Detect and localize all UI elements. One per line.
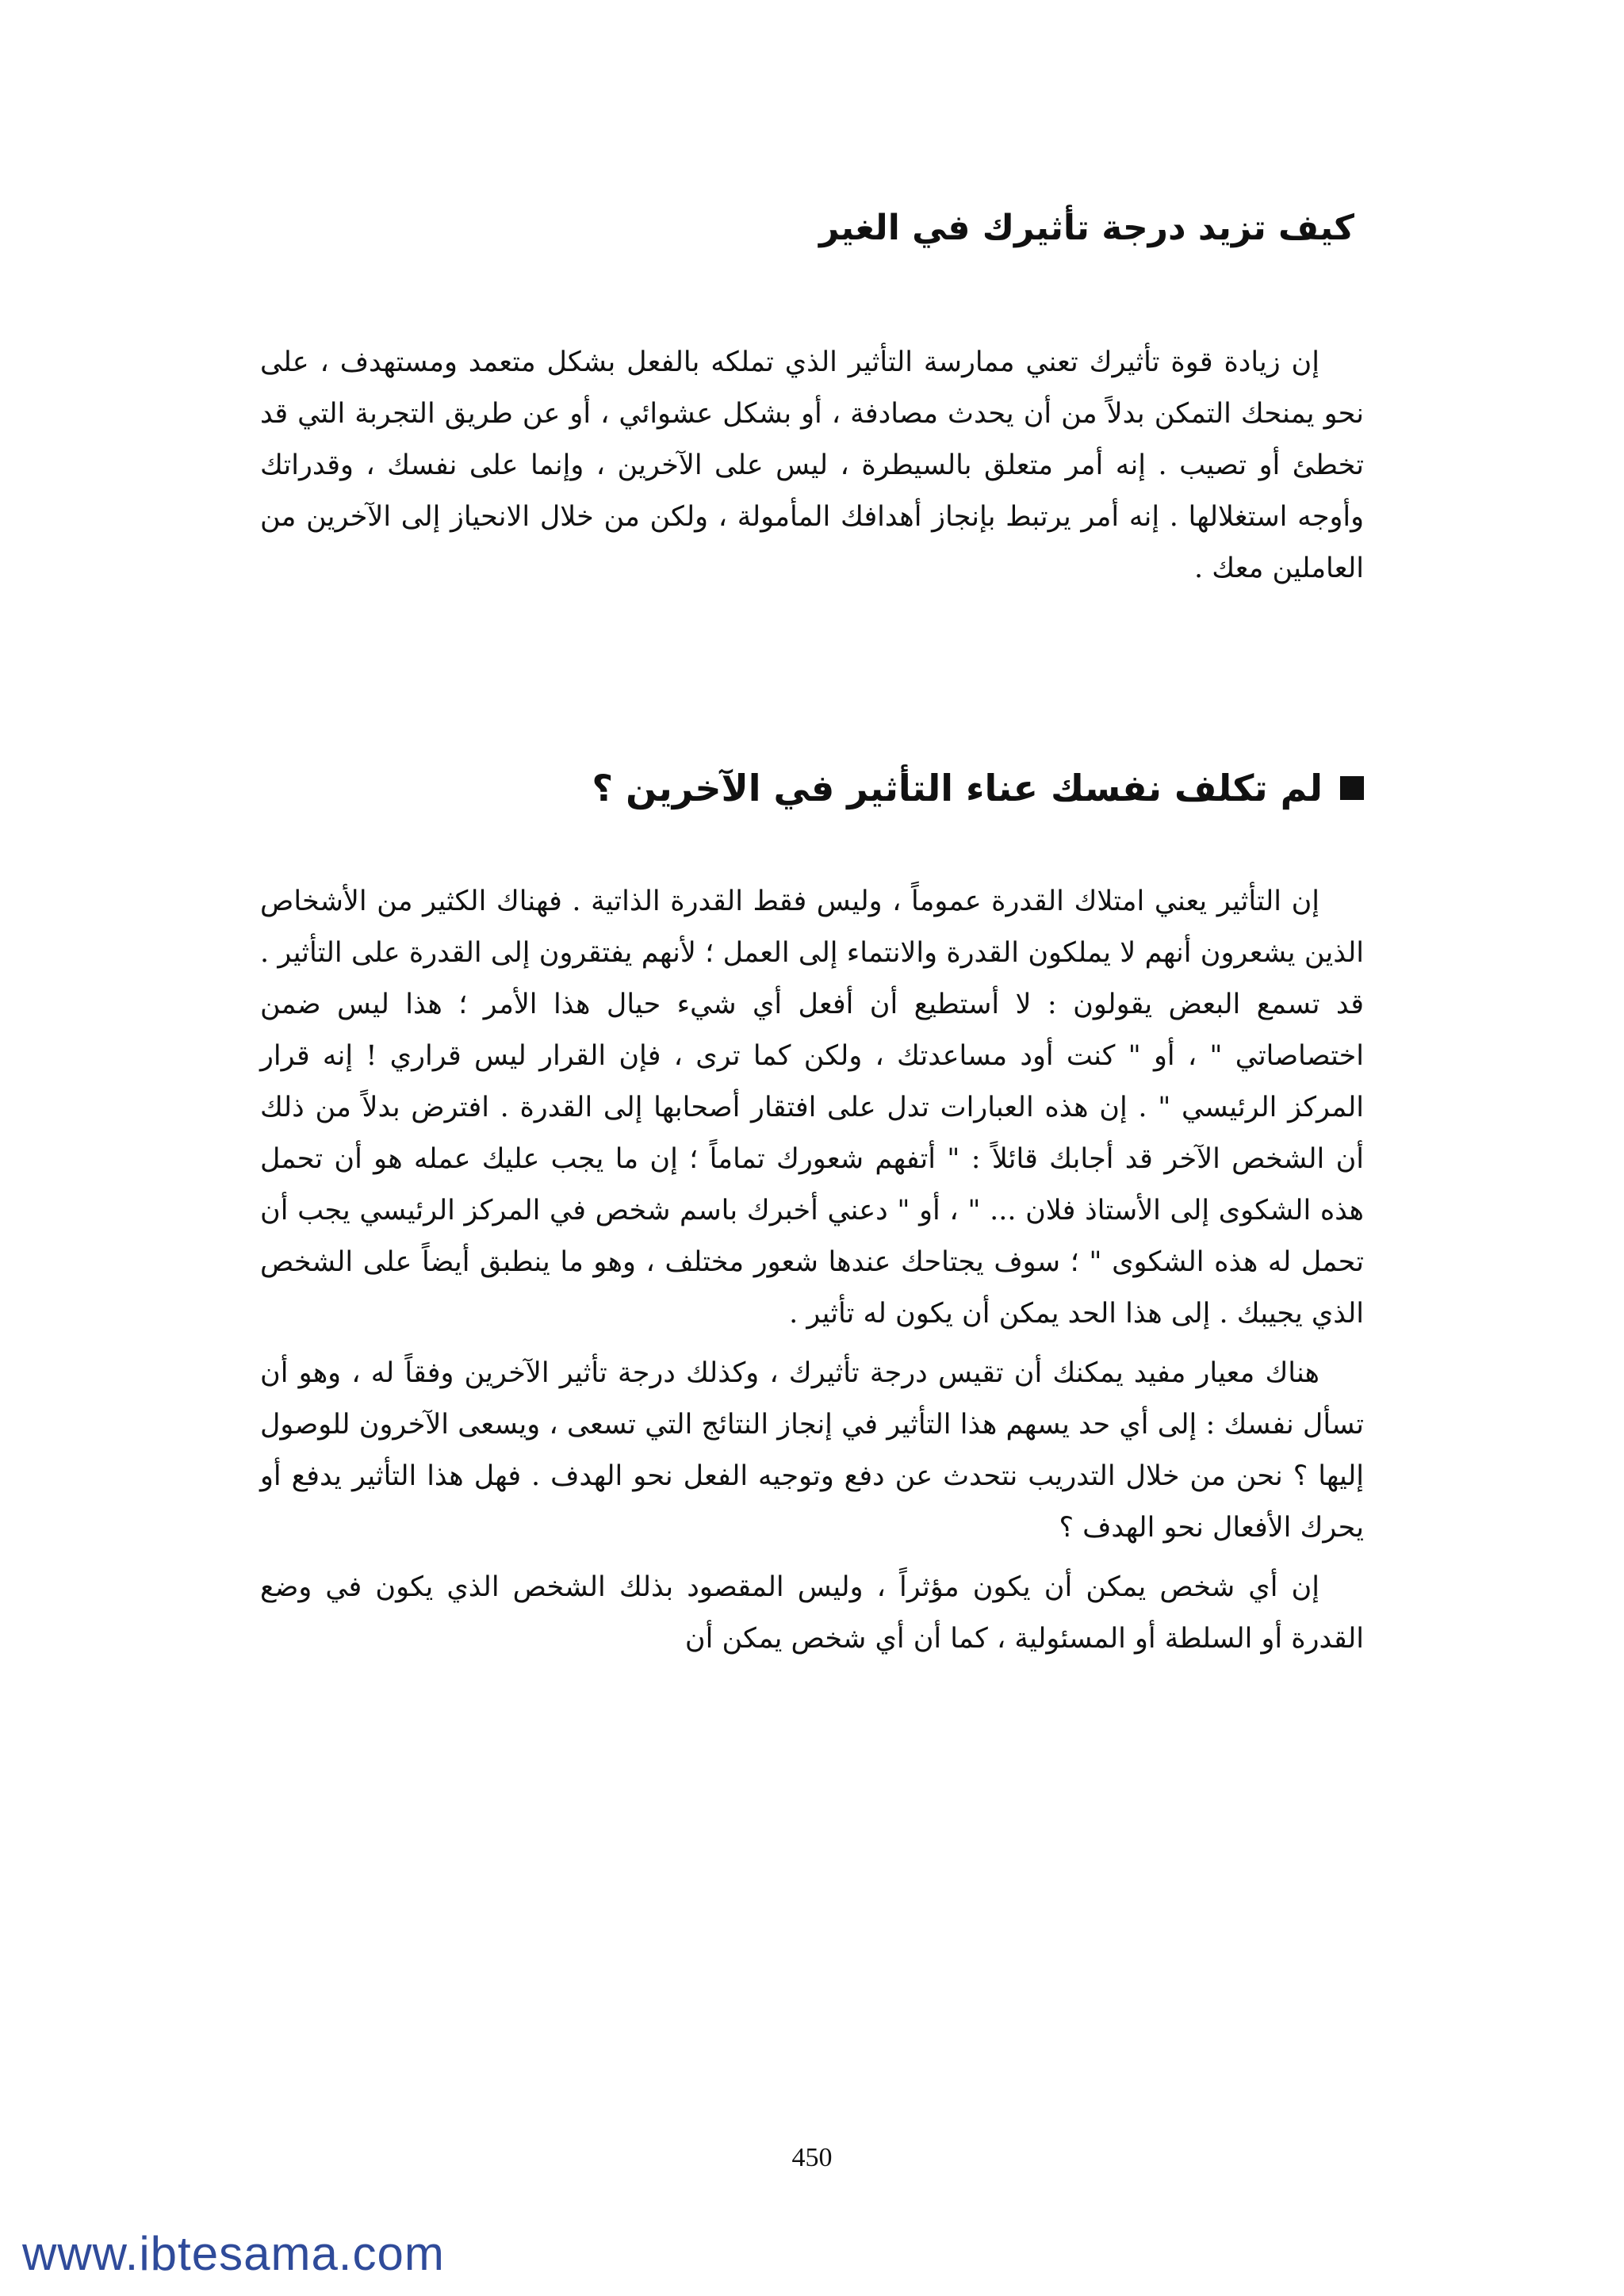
section-body bbox=[260, 876, 1364, 1665]
paragraph: إن زيادة قوة تأثيرك تعني ممارسة التأثير الذي تملكه بالفعل بشكل متعمد ومستهدف ، على نحو يمنحك التمكن بدلاً من أن يحدث مصادفة ، أو بشكل عشوائي ، أو عن طريق التجربة التي قد تخطئ أو تصيب . إنه أمر متعلق بالسيطرة ، ليس على الآخرين ، وإنما على نفسك ، وقدراتك وأوجه استغلالها . إنه أمر يرتبط بإنجاز أهدافك المأمولة ، ولكن من خلال الانحياز إلى الآخرين من العاملين معك . bbox=[260, 346, 1364, 584]
paragraph: هناك معيار مفيد يمكنك أن تقيس درجة تأثيرك ، وكذلك درجة تأثير الآخرين وفقاً له ، وهو أن تسأل نفسك : إلى أي حد يسهم هذا التأثير في إنجاز النتائج التي تسعى ، ويسعى الآخرون للوصول إليها ؟ نحن من خلال التدريب نتحدث عن دفع وتوجيه الفعل نحو الهدف . فهل هذا التأثير يدفع أو يحرك الأفعال نحو الهدف ؟ bbox=[260, 1357, 1364, 1544]
page-title: كيف تزيد درجة تأثيرك في الغير bbox=[819, 208, 1354, 248]
intro-paragraph bbox=[260, 337, 1364, 595]
square-bullet-icon bbox=[1340, 776, 1364, 800]
watermark-link[interactable]: www.ibtesama.com bbox=[22, 2227, 445, 2280]
section-heading-text: لم تكلف نفسك عناء التأثير في الآخرين ؟ bbox=[592, 767, 1323, 809]
paragraph: إن التأثير يعني امتلاك القدرة عموماً ، وليس فقط القدرة الذاتية . فهناك الكثير من الأشخاص الذين يشعرون أنهم لا يملكون القدرة والانتماء إلى العمل ؛ لأنهم يفتقرون إلى القدرة على التأثير . قد تسمع البعض يقولون : لا أستطيع أن أفعل أي شيء حيال هذا الأمر ؛ هذا ليس ضمن اختصاصاتي " ، أو " كنت أود مساعدتك ، ولكن كما ترى ، فإن القرار ليس قراري ! إنه قرار المركز الرئيسي " . إن هذه العبارات تدل على افتقار أصحابها إلى القدرة . افترض بدلاً من ذلك أن الشخص الآخر قد أجابك قائلاً : " أتفهم شعورك تماماً ؛ إن ما يجب عليك عمله هو أن تحمل هذه الشكوى إلى الأستاذ فلان ... " ، أو " دعني أخبرك باسم شخص في المركز الرئيسي يجب أن تحمل له هذه الشكوى " ؛ سوف يجتاحك عندها شعور مختلف ، وهو ما ينطبق أيضاً على الشخص الذي يجيبك . إلى هذا الحد يمكن أن يكون له تأثير . bbox=[260, 886, 1364, 1330]
section-heading bbox=[260, 763, 1364, 813]
page-number: 450 bbox=[791, 2143, 833, 2172]
paragraph: إن أي شخص يمكن أن يكون مؤثراً ، وليس المقصود بذلك الشخص الذي يكون في وضع القدرة أو السلطة أو المسئولية ، كما أن أي شخص يمكن أن bbox=[260, 1571, 1364, 1655]
